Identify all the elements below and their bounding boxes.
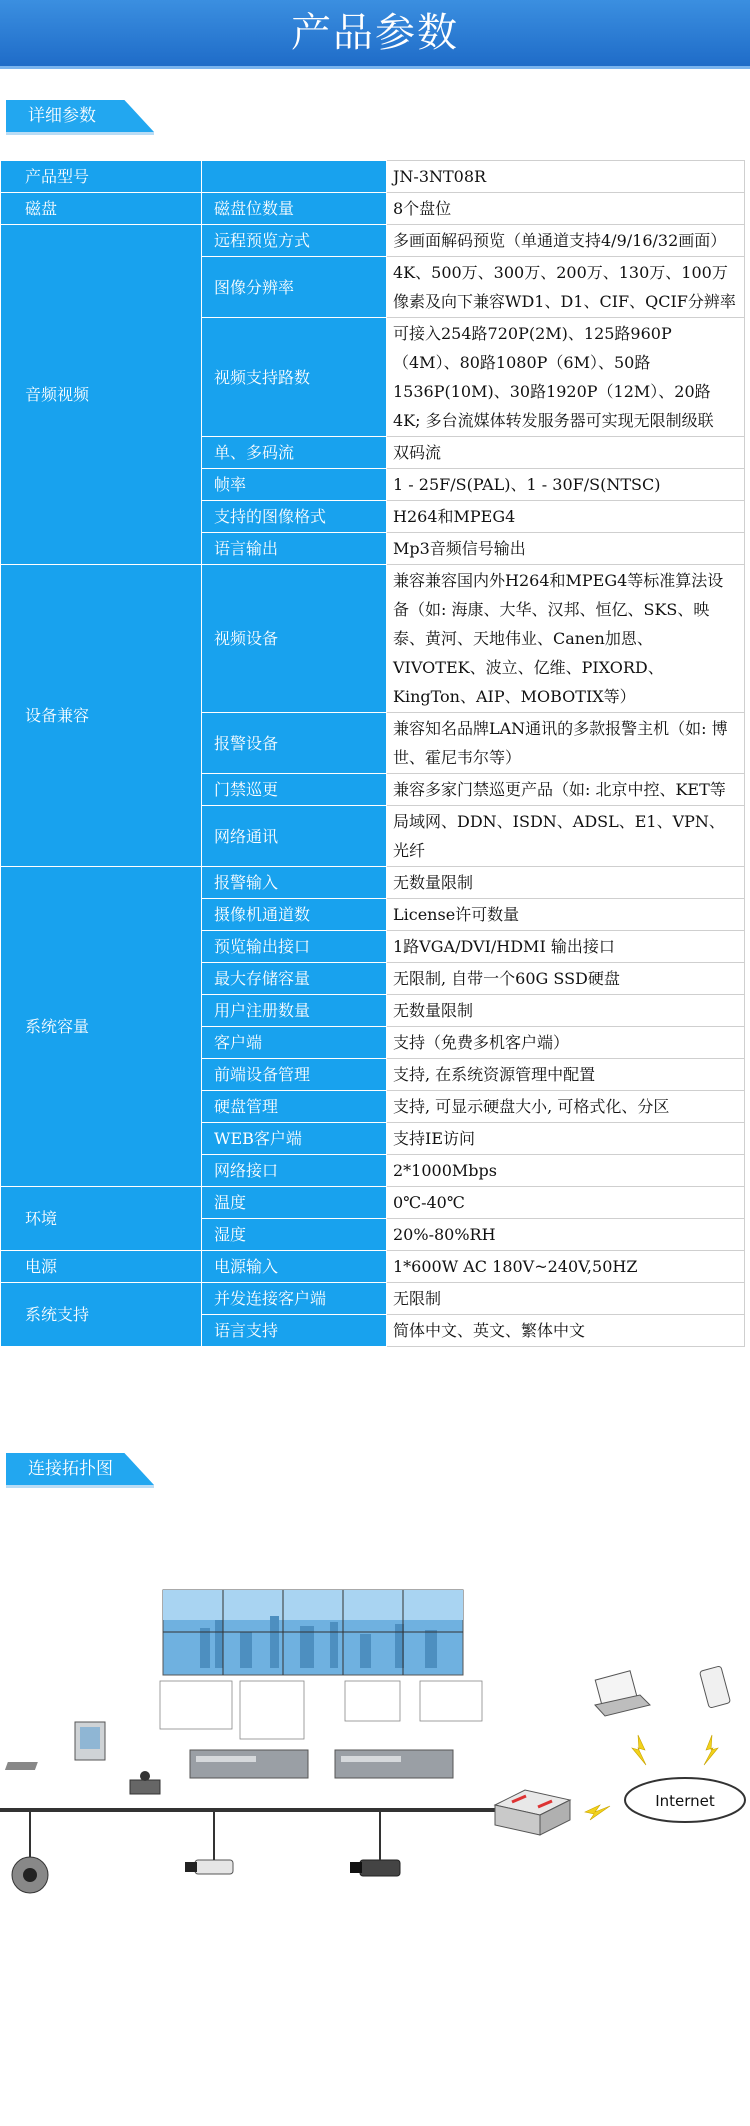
internet-cloud-icon	[625, 1778, 745, 1822]
section-title-details: 详细参数	[28, 106, 96, 126]
spec-value: 4K、500万、300万、200万、130万、100万像素及向下兼容WD1、D1、CIF、QCIF分辨率	[387, 257, 745, 318]
spec-item: 远程预览方式	[202, 225, 387, 257]
spec-item: WEB客户端	[202, 1123, 387, 1155]
spec-item: 网络通讯	[202, 806, 387, 867]
spec-value: 0℃-40℃	[387, 1187, 745, 1219]
spec-value: 无限制, 自带一个60G SSD硬盘	[387, 963, 745, 995]
spec-value: 支持（免费多机客户端）	[387, 1027, 745, 1059]
spec-category: 电源	[1, 1251, 202, 1283]
spec-value: 多画面解码预览（单通道支持4/9/16/32画面）	[387, 225, 745, 257]
spec-row	[1, 1187, 745, 1219]
page-title: 产品参数	[291, 10, 459, 56]
spec-row	[1, 1251, 745, 1283]
spec-value: 1*600W AC 180V~240V,50HZ	[387, 1251, 745, 1283]
spec-value: 8个盘位	[387, 193, 745, 225]
spec-row	[1, 193, 745, 225]
spec-value: 支持, 可显示硬盘大小, 可格式化、分区	[387, 1091, 745, 1123]
spec-value: License许可数量	[387, 899, 745, 931]
spec-item: 最大存储容量	[202, 963, 387, 995]
server-1	[190, 1750, 308, 1778]
section-title-topology: 连接拓扑图	[28, 1459, 113, 1479]
section-tab-details	[6, 100, 146, 132]
mobile-device-icon	[699, 1666, 730, 1708]
spec-value: 2*1000Mbps	[387, 1155, 745, 1187]
spec-category: 磁盘	[1, 193, 202, 225]
spec-value: H264和MPEG4	[387, 501, 745, 533]
bullet-camera-icon-1	[185, 1810, 233, 1874]
topology-diagram	[0, 1550, 750, 1970]
spec-row	[1, 1283, 745, 1315]
spec-category: 系统支持	[1, 1283, 202, 1347]
spec-table	[0, 160, 745, 1347]
spec-item: 门禁巡更	[202, 774, 387, 806]
spec-item: 视频设备	[202, 565, 387, 713]
spec-value: 20%-80%RH	[387, 1219, 745, 1251]
spec-value: 支持IE访问	[387, 1123, 745, 1155]
spec-value: 双码流	[387, 437, 745, 469]
spec-row	[1, 161, 745, 193]
spec-item	[202, 161, 387, 193]
spec-value: 兼容知名品牌LAN通讯的多款报警主机（如: 博世、霍尼韦尔等）	[387, 713, 745, 774]
spec-item: 前端设备管理	[202, 1059, 387, 1091]
spec-category: 环境	[1, 1187, 202, 1251]
server-2	[335, 1750, 453, 1778]
spec-value: Mp3音频信号输出	[387, 533, 745, 565]
spec-value: JN-3NT08R	[387, 161, 745, 193]
spec-item: 客户端	[202, 1027, 387, 1059]
spec-value: 兼容兼容国内外H264和MPEG4等标准算法设备（如: 海康、大华、汉邦、恒亿、SKS、映泰、黄河、天地伟业、Canen加恩、VIVOTEK、波立、亿维、PIXORD、KingTon、AIP、MOBOTIX等）	[387, 565, 745, 713]
spec-value: 无限制	[387, 1283, 745, 1315]
spec-item: 磁盘位数量	[202, 193, 387, 225]
spec-item: 帧率	[202, 469, 387, 501]
spec-item: 支持的图像格式	[202, 501, 387, 533]
spec-value: 支持, 在系统资源管理中配置	[387, 1059, 745, 1091]
spec-value: 1路VGA/DVI/HDMI 输出接口	[387, 931, 745, 963]
spec-item: 图像分辨率	[202, 257, 387, 318]
spec-category: 音频视频	[1, 225, 202, 565]
video-wall	[163, 1590, 463, 1675]
spec-category: 设备兼容	[1, 565, 202, 867]
bullet-camera-icon-2	[350, 1810, 400, 1876]
spec-row	[1, 867, 745, 899]
header-banner	[0, 0, 750, 69]
spec-value: 无数量限制	[387, 995, 745, 1027]
spec-item: 网络接口	[202, 1155, 387, 1187]
keyboard-controller-icon	[130, 1771, 160, 1794]
laptop-icon	[595, 1671, 650, 1716]
spec-item: 电源输入	[202, 1251, 387, 1283]
spec-value: 无数量限制	[387, 867, 745, 899]
spec-row	[1, 225, 745, 257]
section-tab-topology	[6, 1453, 146, 1485]
spec-item: 视频支持路数	[202, 318, 387, 437]
spec-row	[1, 565, 745, 713]
spec-item: 用户注册数量	[202, 995, 387, 1027]
spec-item: 硬盘管理	[202, 1091, 387, 1123]
spec-value: 局域网、DDN、ISDN、ADSL、E1、VPN、光纤	[387, 806, 745, 867]
internet-label: Internet	[655, 1792, 715, 1810]
spec-value: 兼容多家门禁巡更产品（如: 北京中控、KET等	[387, 774, 745, 806]
spec-item: 预览输出接口	[202, 931, 387, 963]
spec-value: 可接入254路720P(2M)、125路960P（4M）、80路1080P（6M）、50路1536P(10M)、30路1920P（12M）、20路4K; 多台流媒体转发服务器可实现无限制级联	[387, 318, 745, 437]
spec-value: 简体中文、英文、繁体中文	[387, 1315, 745, 1347]
spec-category: 系统容量	[1, 867, 202, 1187]
pc-icon	[5, 1722, 105, 1770]
network-switch-icon	[495, 1790, 570, 1835]
spec-item: 语言输出	[202, 533, 387, 565]
spec-item: 摄像机通道数	[202, 899, 387, 931]
spec-item: 单、多码流	[202, 437, 387, 469]
spec-item: 温度	[202, 1187, 387, 1219]
spec-item: 报警设备	[202, 713, 387, 774]
spec-item: 语言支持	[202, 1315, 387, 1347]
spec-item: 并发连接客户端	[202, 1283, 387, 1315]
spec-category: 产品型号	[1, 161, 202, 193]
dome-camera-icon	[12, 1810, 48, 1893]
spec-item: 湿度	[202, 1219, 387, 1251]
spec-value: 1 - 25F/S(PAL)、1 - 30F/S(NTSC)	[387, 469, 745, 501]
note-boxes	[160, 1681, 482, 1739]
spec-item: 报警输入	[202, 867, 387, 899]
